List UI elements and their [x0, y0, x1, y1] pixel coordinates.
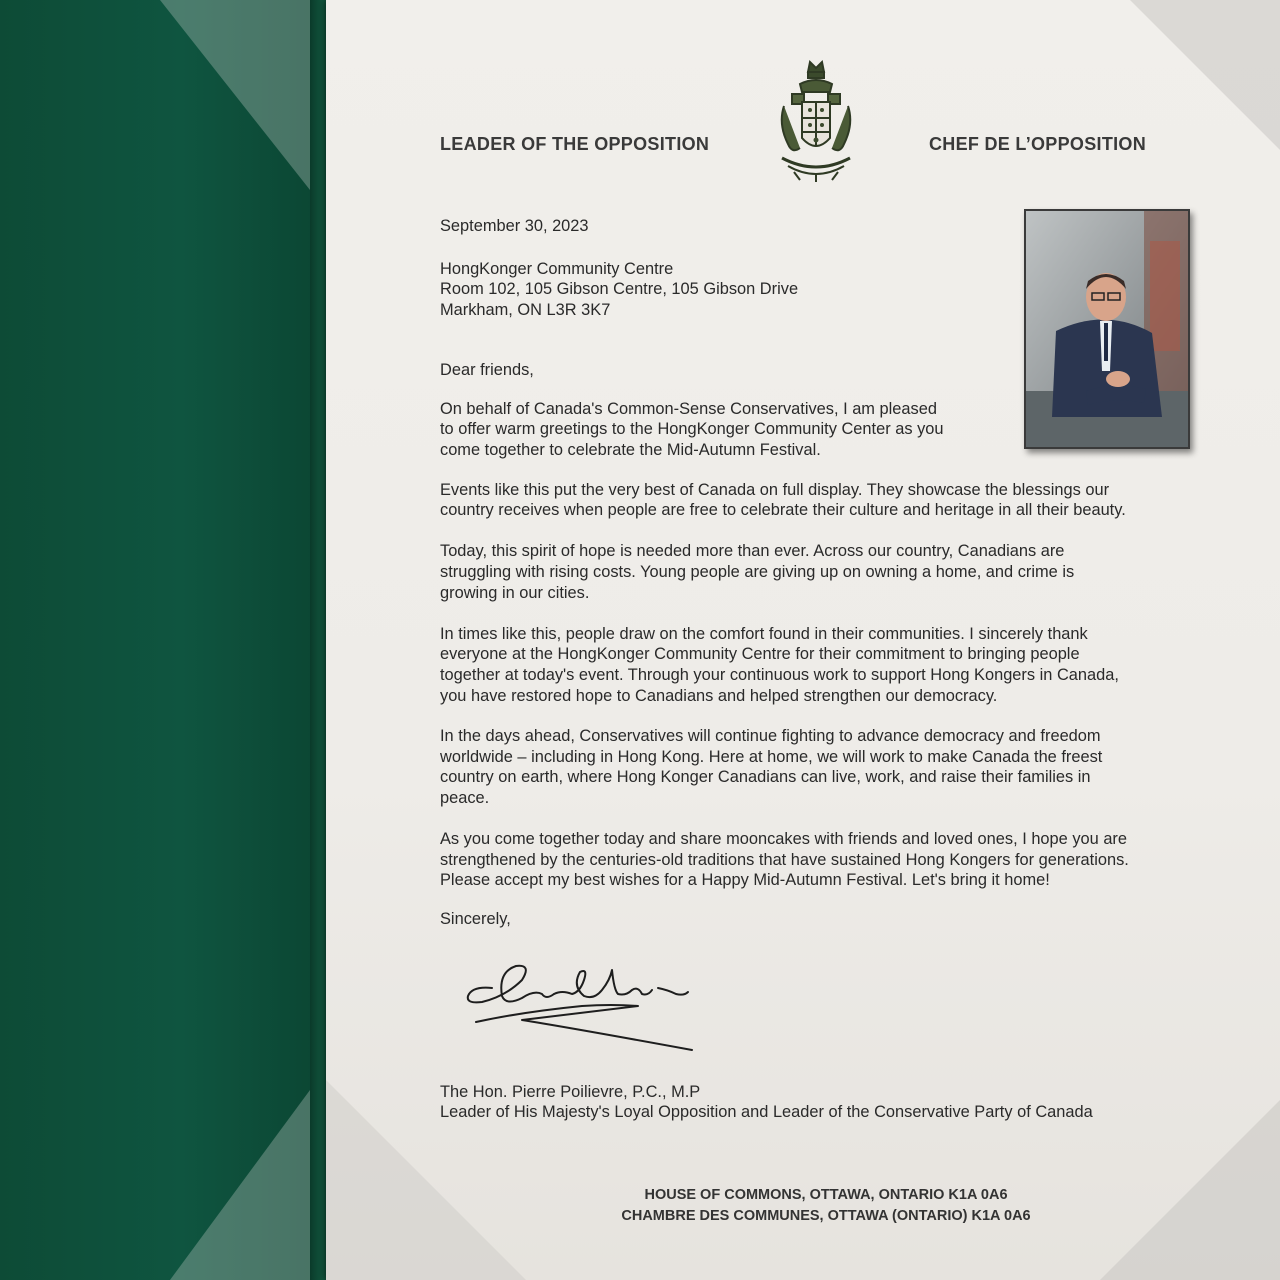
letter-date: September 30, 2023	[440, 217, 589, 235]
paragraph-5-line-2: worldwide – including in Hong Kong. Here at home, we will work to make Canada the freest	[440, 748, 1103, 766]
signer-name: The Hon. Pierre Poilievre, P.C., M.P	[440, 1083, 701, 1101]
paragraph-5-line-3: country on earth, where Hong Konger Canadians can live, work, and raise their families in	[440, 768, 1091, 786]
paragraph-5-line-4: peace.	[440, 789, 490, 807]
letterhead-title-en: LEADER OF THE OPPOSITION	[440, 134, 710, 154]
folder-corner-pocket-bottom	[170, 1090, 310, 1280]
handwritten-signature	[462, 950, 702, 1060]
signer-title: Leader of His Majesty's Loyal Opposition and Leader of the Conservative Party of Canada	[440, 1103, 1093, 1121]
recipient-line-2: Room 102, 105 Gibson Centre, 105 Gibson Drive	[440, 280, 799, 298]
paragraph-3-line-1: Today, this spirit of hope is needed more than ever. Across our country, Canadians are	[440, 542, 1065, 560]
paragraph-6-line-3: Please accept my best wishes for a Happy Mid-Autumn Festival. Let's bring it home!	[440, 871, 1050, 889]
paragraph-4-line-1: In times like this, people draw on the comfort found in their communities. I sincerely thank	[440, 625, 1088, 643]
paper-corner-holder-top-right	[1130, 0, 1280, 150]
green-folder-cover	[0, 0, 330, 1280]
paragraph-1-line-2: to offer warm greetings to the HongKonger Community Center as you	[440, 420, 944, 438]
paragraph-1-line-1: On behalf of Canada's Common-Sense Conservatives, I am pleased	[440, 400, 937, 418]
paper-corner-holder-bottom-right	[1100, 1100, 1280, 1280]
paragraph-4-line-4: you have restored hope to Canadians and helped strengthen our democracy.	[440, 687, 998, 705]
paragraph-5-line-1: In the days ahead, Conservatives will continue fighting to advance democracy and freedom	[440, 727, 1101, 745]
closing: Sincerely,	[440, 910, 511, 928]
salutation: Dear friends,	[440, 361, 534, 379]
paragraph-6-line-1: As you come together today and share mooncakes with friends and loved ones, I hope you are	[440, 830, 1128, 848]
folder-corner-pocket-top	[160, 0, 310, 190]
paragraph-3-line-3: growing in our cities.	[440, 584, 590, 602]
portrait-photo	[1024, 209, 1190, 449]
paragraph-4-line-2: everyone at the HongKonger Community Centre for their commitment to bringing people	[440, 645, 1080, 663]
paragraph-1-line-3: come together to celebrate the Mid-Autumn Festival.	[440, 441, 821, 459]
footer-address-en: HOUSE OF COMMONS, OTTAWA, ONTARIO K1A 0A6	[644, 1187, 1008, 1203]
recipient-line-1: HongKonger Community Centre	[440, 260, 674, 278]
footer-address-fr: CHAMBRE DES COMMUNES, OTTAWA (ONTARIO) K1A 0A6	[621, 1208, 1031, 1224]
letterhead-title-fr: CHEF DE L’OPPOSITION	[929, 134, 1147, 154]
paragraph-6-line-2: strengthened by the centuries-old traditions that have sustained Hong Kongers for generations.	[440, 851, 1129, 869]
paragraph-4-line-3: together at today's event. Through your continuous work to support Hong Kongers in Canada,	[440, 666, 1119, 684]
coat-of-arms-icon	[770, 58, 862, 186]
paragraph-2-line-2: country receives when people are free to celebrate their culture and heritage in all their beauty.	[440, 501, 1126, 519]
paragraph-2-line-1: Events like this put the very best of Canada on full display. They showcase the blessings our	[440, 481, 1110, 499]
paragraph-3-line-2: struggling with rising costs. Young people are giving up on owning a home, and crime is	[440, 563, 1075, 581]
recipient-line-3: Markham, ON L3R 3K7	[440, 301, 611, 319]
